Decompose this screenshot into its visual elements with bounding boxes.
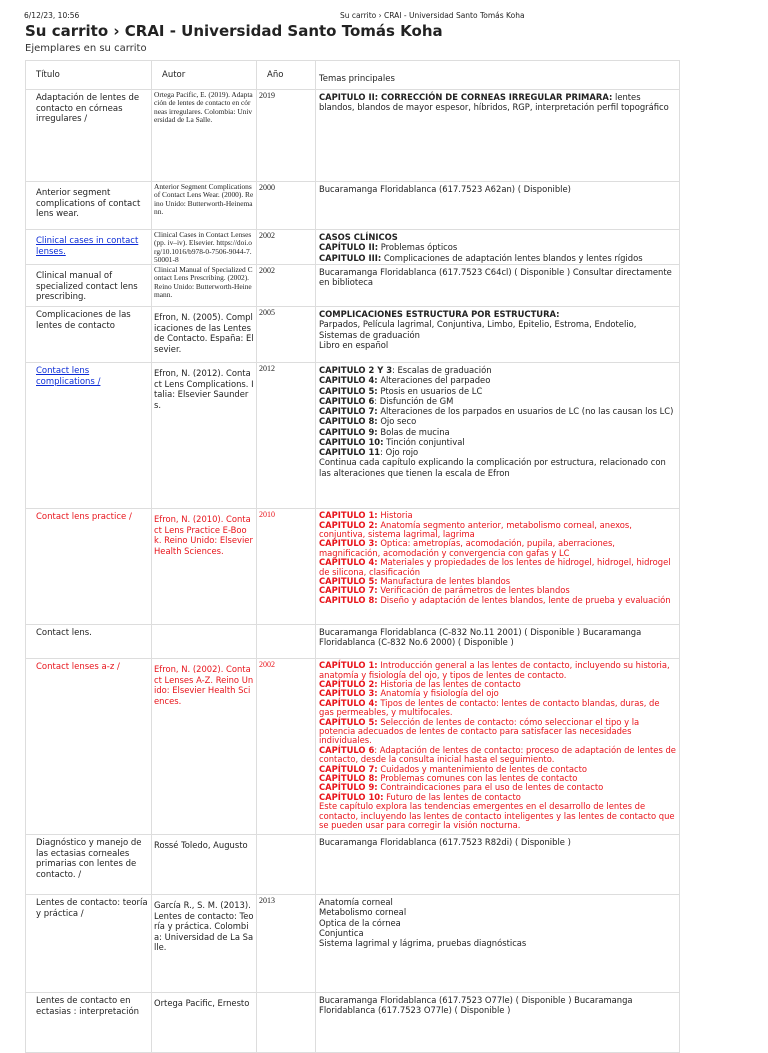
topic-text: Bucaramanga Floridablanca (617.7523 O77le) ( Disponible ) Bucaramanga Floridablanca (617.7523 O77le) ( Disponible ) <box>319 995 633 1016</box>
cell-topics <box>316 509 680 625</box>
author-text: Rossé Toledo, Augusto <box>154 840 248 851</box>
year-text: 2012 <box>259 364 275 374</box>
cell-author <box>152 363 257 509</box>
topic-text: Manufactura de lentes blandos <box>377 575 511 586</box>
table-row <box>26 363 680 509</box>
page-title: Su carrito › CRAI - Universidad Santo Tomás Koha <box>25 22 443 40</box>
cell-year <box>257 363 316 509</box>
cell-title <box>26 625 152 659</box>
author-text: Efron, N. (2002). Contact Lenses A-Z. Reino Unido: Elsevier Health Sciences. <box>154 664 254 706</box>
topic-heading: CAPÍTULO 10: <box>319 791 384 802</box>
cell-topics <box>316 835 680 895</box>
topic-line <box>319 907 676 917</box>
topic-text: Bucaramanga Floridablanca (C-832 No.11 2001) ( Disponible ) Bucaramanga Floridablanca (C-832 No.6 2000) ( Disponible ) <box>319 627 642 648</box>
cell-author <box>152 625 257 659</box>
topic-text: Conjuntica <box>319 927 364 938</box>
table-row <box>26 182 680 230</box>
topic-line <box>319 267 676 288</box>
topic-heading: CAPITULO 5: <box>319 575 378 586</box>
topic-text: : Adaptación de lentes de contacto: proceso de adaptación de lentes de contacto, desde la consulta inicial hasta el seguimiento. <box>319 744 676 765</box>
topic-heading: CAPITULO 1: <box>319 510 378 521</box>
topic-heading: CAPITULO III: <box>319 252 382 263</box>
topic-line <box>319 242 676 252</box>
topic-text: Continua cada capítulo explicando la complicación por estructura, relacionado con las alteraciones que tienen la escala de Efron <box>319 457 666 478</box>
topic-heading: CAPITULO 10: <box>319 436 384 447</box>
year-text: 2019 <box>259 91 275 100</box>
table-row <box>26 90 680 182</box>
topic-text: Sistema lagrimal y lágrima, pruebas diagnósticas <box>319 938 527 949</box>
cell-title <box>26 659 152 835</box>
topics-list <box>316 625 679 648</box>
topic-text: Cuidados y mantenimiento de lentes de contacto <box>377 763 587 774</box>
topic-heading: CAPITULO 4: <box>319 375 378 386</box>
author-text: García R., S. M. (2013). Lentes de contacto: Teoría y práctica. Colombia: Universidad de La Salle. <box>154 900 254 953</box>
topic-heading: CAPÍTULO 9: <box>319 782 378 793</box>
topic-line <box>319 596 676 605</box>
topic-heading: CAPITULO 8: <box>319 416 378 427</box>
topic-text: Complicaciones de adaptación lentes blandos y lentes rígidos <box>381 252 643 263</box>
cell-year <box>257 993 316 1053</box>
topic-line <box>319 375 676 385</box>
topic-heading: CAPITULO 7: <box>319 585 378 596</box>
topic-text: Este capítulo explora las tendencias emergentes en el desarrollo de lentes de contacto, incluyendo las lentes de contacto inteligentes y las lentes de contacto que se pueden usar para corregir la visión nocturna. <box>319 801 675 831</box>
author-text: Efron, N. (2012). Contact Lens Complications. Italia: Elsevier Saunders. <box>154 368 254 410</box>
topic-text: lentes blandos, blandos de mayor espesor, híbridos, RGP, interpretación perfil topográfico <box>319 92 669 113</box>
cell-topics <box>316 895 680 993</box>
topic-line <box>319 718 676 746</box>
cell-year <box>257 509 316 625</box>
cell-title <box>26 895 152 993</box>
topic-heading: CAPÍTULO 3: <box>319 688 378 699</box>
topic-text: Anatomía segmento anterior, metabolismo corneal, anexos, conjuntiva, sistema lagrimal, lagrima <box>319 519 632 539</box>
cell-year <box>257 230 316 265</box>
topic-heading: CAPÍTULO 4: <box>319 697 378 708</box>
topic-text: Parpados, Película lagrimal, Conjuntiva, Limbo, Epitelio, Estroma, Endotelio, Sistemas de graduación <box>319 319 637 340</box>
cart-table <box>25 60 680 1053</box>
year-text: 2010 <box>259 510 275 520</box>
cell-year <box>257 307 316 363</box>
topic-heading: CAPITULO 9: <box>319 426 378 437</box>
topic-line <box>319 918 676 928</box>
cell-author <box>152 182 257 230</box>
author-text <box>152 625 256 630</box>
topic-line <box>319 457 676 478</box>
title-text: Diagnóstico y manejo de las ectasias corneales primarias con lentes de contacto. / <box>36 838 142 880</box>
print-header-title: Su carrito › CRAI - Universidad Santo Tomás Koha <box>340 11 525 20</box>
topic-text: Introducción general a las lentes de contacto, incluyendo su historia, anatomía y fisiología del ojo, y tipos de lentes de contacto. <box>319 660 670 680</box>
topic-line <box>319 319 676 340</box>
topic-heading: COMPLICACIONES ESTRUCTURA POR ESTRUCTURA: <box>319 309 560 320</box>
topic-line <box>319 232 676 242</box>
topic-text: Tinción conjuntival <box>383 436 465 447</box>
topic-line <box>319 92 676 113</box>
topic-text: Bolas de mucina <box>377 426 450 437</box>
topic-text: Problemas ópticos <box>378 242 458 253</box>
year-text: 2013 <box>259 896 275 906</box>
year-text: 2002 <box>259 231 275 240</box>
table-header-row <box>26 61 680 90</box>
title-text: Anterior segment complications of contact lens wear. <box>36 188 141 220</box>
title-link[interactable]: Clinical cases in contact lenses. <box>36 236 139 257</box>
topic-text: Alteraciones de los parpados en usuarios de LC (no las causan los LC) <box>377 406 674 417</box>
year-text <box>257 835 315 836</box>
topic-line <box>319 416 676 426</box>
topic-heading: CAPITULO 7: <box>319 406 378 417</box>
topic-line <box>319 427 676 437</box>
cell-author <box>152 265 257 307</box>
topic-heading: CAPÍTULO 1: <box>319 660 378 671</box>
topic-line <box>319 437 676 447</box>
topic-heading: CAPÍTULO 5: <box>319 716 378 727</box>
topic-text: : Escalas de graduación <box>392 365 492 376</box>
title-text: Complicaciones de las lentes de contacto <box>36 310 131 331</box>
author-text: Clinical Manual of Specialized Contact Lens Prescribing. (2002). Reino Unido: Butterworth-Heinemann. <box>154 265 253 299</box>
table-row <box>26 993 680 1053</box>
topic-line <box>319 309 676 319</box>
author-text: Anterior Segment Complications of Contact Lens Wear. (2000). Reino Unido: Butterworth-Heinemann. <box>154 182 254 216</box>
topic-heading: CAPITULO 4: <box>319 557 378 568</box>
table-row <box>26 307 680 363</box>
topic-line <box>319 558 676 577</box>
cell-topics <box>316 659 680 835</box>
topic-heading: CAPITULO 2 Y 3 <box>319 365 393 376</box>
column-header-title[interactable]: Título <box>26 61 152 90</box>
cell-year <box>257 835 316 895</box>
page-subtitle: Ejemplares en su carrito <box>25 43 147 54</box>
table-row <box>26 509 680 625</box>
cell-topics <box>316 90 680 182</box>
topic-text: : Disfunción de GM <box>374 395 454 406</box>
topic-text: Bucaramanga Floridablanca (617.7523 A62an) ( Disponible) <box>319 184 571 194</box>
topics-list <box>316 363 679 478</box>
topics-list <box>316 265 679 288</box>
topics-list <box>316 895 679 948</box>
title-text: Contact lens practice / <box>36 512 132 523</box>
topic-text: Alteraciones del parpadeo <box>377 375 491 386</box>
cell-author <box>152 993 257 1053</box>
topic-line <box>319 661 676 680</box>
cell-title <box>26 90 152 182</box>
title-link[interactable]: Contact lens complications / <box>36 366 101 387</box>
table-row <box>26 265 680 307</box>
topic-text: Verificación de parámetros de lentes blandos <box>377 585 570 596</box>
cell-year <box>257 90 316 182</box>
cell-title <box>26 509 152 625</box>
topic-heading: CAPÍTULO 2: <box>319 678 378 689</box>
topic-line <box>319 447 676 457</box>
cell-year <box>257 625 316 659</box>
author-text: Ortega Pacific, E. (2019). Adaptación de lentes de contacto en córneas irregulares. Colombia: Universidad de La Salle. <box>154 90 253 124</box>
cell-year <box>257 182 316 230</box>
topic-text: Tipos de lentes de contacto: lentes de contacto blandas, duras, de gas permeables, y multifocales. <box>319 697 660 718</box>
topic-heading: CAPITULO II: CORRECCIÓN DE CORNEAS IRREGULAR PRIMARA: <box>319 92 613 102</box>
cell-topics <box>316 625 680 659</box>
topic-line <box>319 184 676 194</box>
cell-topics <box>316 993 680 1053</box>
topic-text: Futuro de las lentes de contacto <box>383 791 521 802</box>
topic-heading: CAPITULO 2: <box>319 519 378 530</box>
topic-heading: CAPÍTULO 7: <box>319 763 378 774</box>
column-header-author[interactable]: Autor <box>152 61 257 90</box>
topics-list <box>316 659 679 830</box>
topic-text: Ptosis en usuarios de LC <box>377 385 483 396</box>
table-row <box>26 230 680 265</box>
cell-topics <box>316 363 680 509</box>
year-text <box>257 993 315 994</box>
topic-heading: CAPITULO 3: <box>319 538 378 549</box>
cell-author <box>152 659 257 835</box>
cell-title <box>26 993 152 1053</box>
topic-text: Anatomía y fisiología del ojo <box>377 688 499 699</box>
topic-line <box>319 928 676 938</box>
topic-text: Selección de lentes de contacto: cómo seleccionar el tipo y la potencia adecuados de lentes de contacto para satisfacer las necesidades individuales. <box>319 716 640 746</box>
topic-line <box>319 521 676 540</box>
title-text: Contact lens. <box>36 628 92 639</box>
topic-text: Anatomía corneal <box>319 897 393 908</box>
topic-line <box>319 938 676 948</box>
topic-heading: CAPÍTULO 8: <box>319 773 378 783</box>
topic-line <box>319 386 676 396</box>
topic-line <box>319 802 676 830</box>
cell-title <box>26 265 152 307</box>
topic-text: Historia de las lentes de contacto <box>377 678 521 689</box>
topic-heading: CAPÍTULO 6 <box>319 744 375 755</box>
cell-title <box>26 835 152 895</box>
cell-title <box>26 363 152 509</box>
topic-text: Libro en español <box>319 339 389 350</box>
author-text: Clinical Cases in Contact Lenses (pp. iv–iv). Elsevier. https://doi.org/10.1016/b978-0-7506-9044-7.50001-8 <box>154 230 252 264</box>
topics-list <box>316 509 679 605</box>
column-header-topics: Temas principales <box>316 61 680 90</box>
table-row <box>26 835 680 895</box>
title-text: Lentes de contacto: teoría y práctica / <box>36 898 148 919</box>
topic-heading: CAPITULO 8: <box>319 594 378 605</box>
topics-list <box>316 182 679 194</box>
cell-title <box>26 230 152 265</box>
title-text: Clinical manual of specialized contact lens prescribing. <box>36 271 138 303</box>
topic-text: Bucaramanga Floridablanca (617.7523 R82di) ( Disponible ) <box>319 837 571 848</box>
title-text: Adaptación de lentes de contacto en córneas irregulares / <box>36 93 140 125</box>
topics-list <box>316 90 679 113</box>
author-text: Efron, N. (2010). Contact Lens Practice E-Book. Reino Unido: Elsevier Health Sciences. <box>154 514 253 556</box>
year-text: 2002 <box>259 660 275 670</box>
column-header-year[interactable]: Año <box>257 61 316 90</box>
topic-text: Materiales y propiedades de los lentes de hidrogel, hidrogel, hidrogel de silicona, clasificación <box>319 557 671 577</box>
topic-line <box>319 837 676 847</box>
author-text: Efron, N. (2005). Complicaciones de las Lentes de Contacto. España: Elsevier. <box>154 312 254 354</box>
topics-list <box>316 993 679 1016</box>
topic-text: Historia <box>377 510 413 521</box>
topic-text: Metabolismo corneal <box>319 907 407 918</box>
topic-line <box>319 897 676 907</box>
topic-heading: CAPITULO 11 <box>319 447 381 458</box>
cell-year <box>257 265 316 307</box>
cell-topics <box>316 307 680 363</box>
topic-line <box>319 995 676 1016</box>
cell-author <box>152 230 257 265</box>
topics-list <box>316 307 679 350</box>
cell-year <box>257 659 316 835</box>
topic-text: Optica: ametropías, acomodación, pupila, aberraciones, magnificación, acomodación y convergencia con gafas y LC <box>319 538 615 558</box>
table-row <box>26 659 680 835</box>
author-text: Ortega Pacific, Ernesto <box>154 998 250 1009</box>
topics-list <box>316 835 679 847</box>
topic-heading: CAPÍTULO II: <box>319 242 379 253</box>
topic-text: : Ojo rojo <box>380 447 419 458</box>
year-text: 2002 <box>259 266 275 276</box>
cell-author <box>152 509 257 625</box>
title-text: Contact lenses a-z / <box>36 662 120 673</box>
topic-heading: CAPITULO 5: <box>319 385 378 396</box>
cell-year <box>257 895 316 993</box>
topic-text: Contraindicaciones para el uso de lentes de contacto <box>377 782 604 793</box>
year-text <box>257 625 315 626</box>
table-row <box>26 625 680 659</box>
year-text: 2005 <box>259 308 275 318</box>
topics-list <box>316 230 679 263</box>
topic-text: Ojo seco <box>377 416 417 427</box>
cell-topics <box>316 182 680 230</box>
topic-line <box>319 253 676 263</box>
topic-line <box>319 406 676 416</box>
cell-title <box>26 182 152 230</box>
topic-heading: CAPITULO 6 <box>319 395 375 406</box>
topic-line <box>319 396 676 406</box>
print-date: 6/12/23, 10:56 <box>24 11 80 20</box>
cell-topics <box>316 230 680 265</box>
year-text: 2000 <box>259 183 275 192</box>
title-text: Lentes de contacto en ectasias : interpretación <box>36 996 140 1017</box>
topic-line <box>319 746 676 765</box>
cell-author <box>152 895 257 993</box>
topic-text: Diseño y adaptación de lentes blandos, lente de prueba y evaluación <box>377 594 671 605</box>
topic-line <box>319 627 676 648</box>
topic-text: Bucaramanga Floridablanca (617.7523 C64cl) ( Disponible ) Consultar directamente en biblioteca <box>319 267 672 288</box>
cell-title <box>26 307 152 363</box>
table-row <box>26 895 680 993</box>
topic-line <box>319 539 676 558</box>
topic-heading: CASOS CLÍNICOS <box>319 232 398 242</box>
cell-author <box>152 835 257 895</box>
topic-text: Problemas comunes con las lentes de contacto <box>377 773 578 783</box>
cell-topics <box>316 265 680 307</box>
topic-line <box>319 699 676 718</box>
cell-author <box>152 90 257 182</box>
cell-author <box>152 307 257 363</box>
topic-text: Optica de la córnea <box>319 917 401 928</box>
topic-line <box>319 340 676 350</box>
topic-line <box>319 365 676 375</box>
